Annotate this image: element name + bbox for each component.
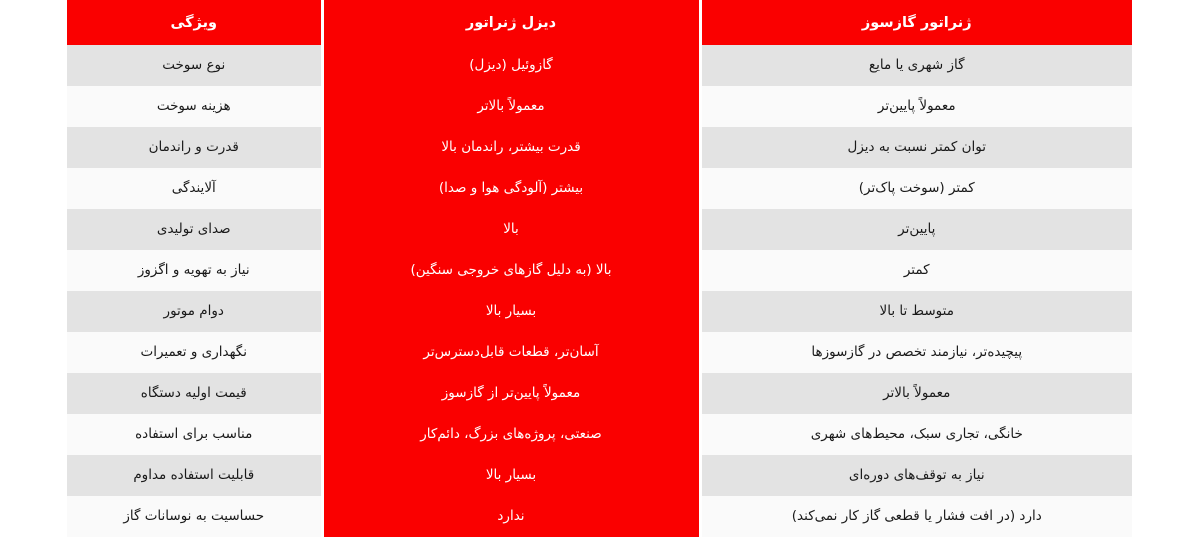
cell-gas: توان کمتر نسبت به دیزل xyxy=(700,127,1132,168)
table-row xyxy=(67,45,1132,86)
cell-feature: هزینه سوخت xyxy=(67,86,322,127)
cell-diesel: معمولاً بالاتر xyxy=(322,86,700,127)
cell-gas: خانگی، تجاری سبک، محیط‌های شهری xyxy=(700,414,1132,455)
cell-feature: قدرت و راندمان xyxy=(67,127,322,168)
table-header xyxy=(67,0,1132,45)
table-row xyxy=(67,250,1132,291)
cell-diesel: ندارد xyxy=(322,496,700,537)
cell-feature: صدای تولیدی xyxy=(67,209,322,250)
cell-diesel: معمولاً پایین‌تر از گازسوز xyxy=(322,373,700,414)
cell-gas: کمتر xyxy=(700,250,1132,291)
table-row xyxy=(67,373,1132,414)
cell-gas: کمتر (سوخت پاک‌تر) xyxy=(700,168,1132,209)
table-row xyxy=(67,332,1132,373)
cell-feature: نوع سوخت xyxy=(67,45,322,86)
column-header-diesel: دیزل ژنراتور xyxy=(322,0,700,45)
cell-feature: مناسب برای استفاده xyxy=(67,414,322,455)
cell-diesel: گازوئیل (دیزل) xyxy=(322,45,700,86)
cell-gas: پایین‌تر xyxy=(700,209,1132,250)
table-row xyxy=(67,209,1132,250)
column-header-feature: ویژگی xyxy=(67,0,322,45)
cell-gas: گاز شهری یا مایع xyxy=(700,45,1132,86)
cell-feature: دوام موتور xyxy=(67,291,322,332)
cell-gas: پیچیده‌تر، نیازمند تخصص در گازسوزها xyxy=(700,332,1132,373)
table-body xyxy=(67,45,1132,537)
generator-comparison-table xyxy=(67,0,1132,537)
cell-gas: دارد (در افت فشار یا قطعی گاز کار نمی‌کند) xyxy=(700,496,1132,537)
cell-feature: حساسیت به نوسانات گاز xyxy=(67,496,322,537)
table-row xyxy=(67,496,1132,537)
cell-feature: قابلیت استفاده مداوم xyxy=(67,455,322,496)
comparison-table-container xyxy=(67,0,1132,537)
cell-diesel: بالا xyxy=(322,209,700,250)
cell-gas: نیاز به توقف‌های دوره‌ای xyxy=(700,455,1132,496)
cell-gas: معمولاً بالاتر xyxy=(700,373,1132,414)
cell-feature: نگهداری و تعمیرات xyxy=(67,332,322,373)
cell-gas: متوسط تا بالا xyxy=(700,291,1132,332)
cell-feature: قیمت اولیه دستگاه xyxy=(67,373,322,414)
table-row xyxy=(67,168,1132,209)
table-header-row xyxy=(67,0,1132,45)
column-header-gas: ژنراتور گازسوز xyxy=(700,0,1132,45)
table-row xyxy=(67,455,1132,496)
cell-feature: آلایندگی xyxy=(67,168,322,209)
table-row xyxy=(67,127,1132,168)
cell-diesel: بالا (به دلیل گازهای خروجی سنگین) xyxy=(322,250,700,291)
cell-diesel: قدرت بیشتر، راندمان بالا xyxy=(322,127,700,168)
cell-gas: معمولاً پایین‌تر xyxy=(700,86,1132,127)
cell-diesel: بسیار بالا xyxy=(322,291,700,332)
cell-diesel: بسیار بالا xyxy=(322,455,700,496)
cell-diesel: آسان‌تر، قطعات قابل‌دسترس‌تر xyxy=(322,332,700,373)
table-row xyxy=(67,414,1132,455)
table-row xyxy=(67,86,1132,127)
table-row xyxy=(67,291,1132,332)
cell-feature: نیاز به تهویه و اگزوز xyxy=(67,250,322,291)
cell-diesel: بیشتر (آلودگی هوا و صدا) xyxy=(322,168,700,209)
cell-diesel: صنعتی، پروژه‌های بزرگ، دائم‌کار xyxy=(322,414,700,455)
